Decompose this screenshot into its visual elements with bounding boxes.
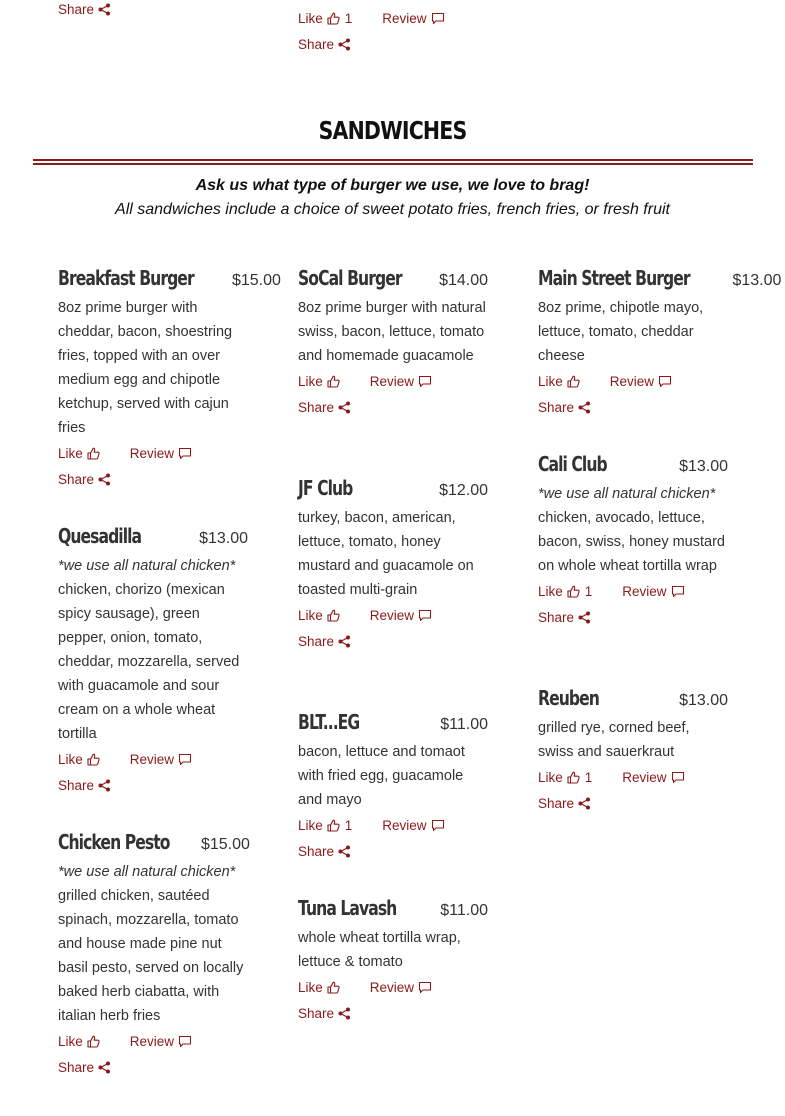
thumbs-up-icon xyxy=(567,771,580,784)
item-actions xyxy=(298,974,488,1000)
share-icon xyxy=(98,1061,111,1074)
thumbs-up-icon xyxy=(87,1035,100,1048)
share-icon xyxy=(338,635,351,648)
share-icon xyxy=(98,3,111,16)
item-price: $12.00 xyxy=(439,482,488,499)
share-button[interactable] xyxy=(298,634,351,649)
thumbs-up-icon xyxy=(327,12,340,25)
review-label: Review xyxy=(622,769,667,785)
review-button[interactable] xyxy=(130,446,192,461)
share-label: Share xyxy=(58,1,95,17)
review-label: Review xyxy=(382,10,427,26)
item-actions xyxy=(58,746,248,772)
item-description: turkey, bacon, american, lettuce, tomato, honey mustard and guacamole on toasted multi-grain xyxy=(298,510,474,598)
comment-icon xyxy=(671,585,685,598)
comment-icon xyxy=(671,771,685,784)
item-actions xyxy=(538,368,728,394)
menu-item xyxy=(298,896,488,1026)
comment-icon xyxy=(431,819,445,832)
comment-icon xyxy=(178,447,192,460)
like-label: Like xyxy=(298,979,323,995)
like-button[interactable] xyxy=(298,374,340,389)
comment-icon xyxy=(418,375,432,388)
review-label: Review xyxy=(129,1033,175,1049)
review-label: Review xyxy=(369,373,415,389)
review-label: Review xyxy=(369,979,415,995)
divider xyxy=(33,159,753,161)
item-name: Tuna Lavash xyxy=(298,896,397,920)
share-button[interactable] xyxy=(58,778,111,793)
thumbs-up-icon xyxy=(87,447,100,460)
item-note: *we use all natural chicken* xyxy=(538,486,716,502)
divider xyxy=(33,163,753,165)
thumbs-up-icon xyxy=(327,375,340,388)
review-label: Review xyxy=(129,751,175,767)
item-share-line xyxy=(298,1000,488,1026)
item-actions xyxy=(298,368,488,394)
review-label: Review xyxy=(129,445,175,461)
item-description: grilled chicken, sautéed spinach, mozzarella, tomato and house made pine nut basil pesto, served on locally baked herb ciabatta, with italian herb fries xyxy=(58,888,244,1024)
like-label: Like xyxy=(538,583,563,599)
like-count: 1 xyxy=(344,10,353,26)
share-button[interactable] xyxy=(58,1060,111,1075)
item-header xyxy=(298,476,488,506)
share-icon xyxy=(578,401,591,414)
share-label: Share xyxy=(538,795,575,811)
thumbs-up-icon xyxy=(327,981,340,994)
item-price: $11.00 xyxy=(440,716,488,733)
share-button[interactable] xyxy=(58,2,111,17)
review-button[interactable] xyxy=(370,980,432,995)
like-count: 1 xyxy=(584,769,593,785)
like-button[interactable] xyxy=(538,770,592,785)
item-header xyxy=(538,686,728,716)
review-label: Review xyxy=(622,583,667,599)
like-label: Like xyxy=(298,817,323,833)
share-icon xyxy=(578,611,591,624)
review-button[interactable] xyxy=(382,11,444,26)
share-button[interactable] xyxy=(538,610,591,625)
prev-item-actions-left xyxy=(58,0,111,22)
share-label: Share xyxy=(298,843,335,859)
share-label: Share xyxy=(298,36,335,52)
share-label: Share xyxy=(58,471,95,487)
item-header xyxy=(58,830,248,860)
item-description: 8oz prime, chipotle mayo, lettuce, tomato, cheddar cheese xyxy=(538,300,704,364)
share-button[interactable] xyxy=(298,1006,351,1021)
item-header xyxy=(58,524,248,554)
review-button[interactable] xyxy=(370,608,432,623)
item-share-line xyxy=(58,1054,248,1080)
share-button[interactable] xyxy=(538,400,591,415)
like-label: Like xyxy=(58,445,83,461)
like-count: 1 xyxy=(344,817,353,833)
item-header xyxy=(58,266,281,296)
comment-icon xyxy=(178,753,192,766)
item-header xyxy=(538,452,728,482)
item-price: $13.00 xyxy=(199,530,248,547)
share-label: Share xyxy=(58,1059,95,1075)
item-actions xyxy=(58,440,248,466)
item-name: SoCal Burger xyxy=(298,266,402,290)
menu-item xyxy=(298,476,488,654)
item-header xyxy=(298,896,488,926)
item-share-line xyxy=(58,772,248,798)
item-description: 8oz prime burger with natural swiss, bacon, lettuce, tomato and homemade guacamole xyxy=(298,300,486,364)
review-button[interactable] xyxy=(382,818,444,833)
like-button[interactable] xyxy=(58,446,100,461)
item-header xyxy=(538,266,782,296)
comment-icon xyxy=(431,12,445,25)
like-label: Like xyxy=(58,751,83,767)
item-name: Cali Club xyxy=(538,452,607,476)
item-actions xyxy=(298,812,488,838)
item-actions xyxy=(298,602,488,628)
menu-item xyxy=(538,266,782,420)
share-label: Share xyxy=(58,777,95,793)
item-price: $15.00 xyxy=(200,836,250,853)
thumbs-up-icon xyxy=(327,609,340,622)
share-label: Share xyxy=(538,399,575,415)
item-header xyxy=(298,710,488,740)
item-share-line xyxy=(538,394,728,420)
section-note: All sandwiches include a choice of sweet potato fries, french fries, or fresh fruit xyxy=(115,201,670,218)
item-name: BLT...EG xyxy=(298,710,360,734)
prev-item-actions-mid xyxy=(298,5,445,57)
share-label: Share xyxy=(538,609,575,625)
share-icon xyxy=(338,1007,351,1020)
like-label: Like xyxy=(298,10,323,26)
share-icon xyxy=(578,797,591,810)
menu-item xyxy=(58,524,248,798)
share-button[interactable] xyxy=(58,472,111,487)
comment-icon xyxy=(658,375,672,388)
review-label: Review xyxy=(369,607,415,623)
item-price: $13.00 xyxy=(679,692,728,709)
item-name: Breakfast Burger xyxy=(58,266,194,290)
item-description: whole wheat tortilla wrap, lettuce & tomato xyxy=(298,930,461,970)
thumbs-up-icon xyxy=(567,585,580,598)
review-label: Review xyxy=(609,373,655,389)
share-button[interactable] xyxy=(538,796,591,811)
menu-item xyxy=(298,266,488,420)
thumbs-up-icon xyxy=(567,375,580,388)
thumbs-up-icon xyxy=(327,819,340,832)
item-share-line xyxy=(298,394,488,420)
share-label: Share xyxy=(298,633,335,649)
item-description: chicken, chorizo (mexican spicy sausage), green pepper, onion, tomato, cheddar, mozzarella, served with guacamole and sour cream on a whole wheat tortilla xyxy=(58,582,240,742)
like-count: 1 xyxy=(584,583,593,599)
item-share-line xyxy=(298,838,488,864)
item-name: Reuben xyxy=(538,686,599,710)
menu-item xyxy=(538,686,728,816)
item-name: Chicken Pesto xyxy=(58,830,170,854)
share-button[interactable] xyxy=(298,37,351,52)
comment-icon xyxy=(418,609,432,622)
item-name: Quesadilla xyxy=(58,524,142,548)
item-header xyxy=(298,266,488,296)
review-button[interactable] xyxy=(622,770,684,785)
menu-item xyxy=(58,266,281,492)
share-button[interactable] xyxy=(298,844,351,859)
item-description: grilled rye, corned beef, swiss and sauerkraut xyxy=(538,720,690,760)
item-description: chicken, avocado, lettuce, bacon, swiss, honey mustard on whole wheat tortilla wrap xyxy=(538,510,725,574)
share-icon xyxy=(338,38,351,51)
comment-icon xyxy=(418,981,432,994)
section-note-bold: Ask us what type of burger we use, we love to brag! xyxy=(195,177,590,194)
section-title: SANDWICHES xyxy=(318,116,467,145)
review-button[interactable] xyxy=(610,374,672,389)
item-note: *we use all natural chicken* xyxy=(58,864,236,880)
share-button[interactable] xyxy=(298,400,351,415)
comment-icon xyxy=(178,1035,192,1048)
item-share-line xyxy=(538,604,728,630)
like-button[interactable] xyxy=(58,1034,100,1049)
like-button[interactable] xyxy=(298,818,352,833)
item-actions xyxy=(538,578,728,604)
share-icon xyxy=(98,473,111,486)
like-label: Like xyxy=(538,373,563,389)
item-price: $13.00 xyxy=(679,458,728,475)
like-button[interactable] xyxy=(298,608,340,623)
item-price: $13.00 xyxy=(732,272,782,289)
like-label: Like xyxy=(298,607,323,623)
review-button[interactable] xyxy=(622,584,684,599)
item-price: $15.00 xyxy=(231,272,281,289)
like-label: Like xyxy=(58,1033,83,1049)
item-price: $11.00 xyxy=(440,902,488,919)
share-icon xyxy=(338,401,351,414)
item-name: Main Street Burger xyxy=(538,266,690,290)
review-button[interactable] xyxy=(370,374,432,389)
item-actions xyxy=(538,764,728,790)
share-icon xyxy=(338,845,351,858)
like-button[interactable] xyxy=(538,584,592,599)
item-description: 8oz prime burger with cheddar, bacon, shoestring fries, topped with an over medium egg and chipotle ketchup, served with cajun fries xyxy=(58,300,233,436)
like-button[interactable] xyxy=(538,374,580,389)
like-label: Like xyxy=(538,769,563,785)
menu-item xyxy=(538,452,728,630)
item-share-line xyxy=(58,466,248,492)
like-button[interactable] xyxy=(298,11,352,26)
item-description: bacon, lettuce and tomaot with fried egg, guacamole and mayo xyxy=(298,744,465,808)
item-name: JF Club xyxy=(298,476,353,500)
menu-item xyxy=(58,830,248,1080)
item-actions xyxy=(58,1028,248,1054)
share-label: Share xyxy=(298,399,335,415)
review-button[interactable] xyxy=(130,1034,192,1049)
item-share-line xyxy=(538,790,728,816)
share-label: Share xyxy=(298,1005,335,1021)
review-label: Review xyxy=(382,817,427,833)
thumbs-up-icon xyxy=(87,753,100,766)
item-price: $14.00 xyxy=(439,272,488,289)
menu-item xyxy=(298,710,488,864)
like-button[interactable] xyxy=(298,980,340,995)
like-button[interactable] xyxy=(58,752,100,767)
item-share-line xyxy=(298,628,488,654)
share-icon xyxy=(98,779,111,792)
review-button[interactable] xyxy=(130,752,192,767)
item-note: *we use all natural chicken* xyxy=(58,558,236,574)
like-label: Like xyxy=(298,373,323,389)
